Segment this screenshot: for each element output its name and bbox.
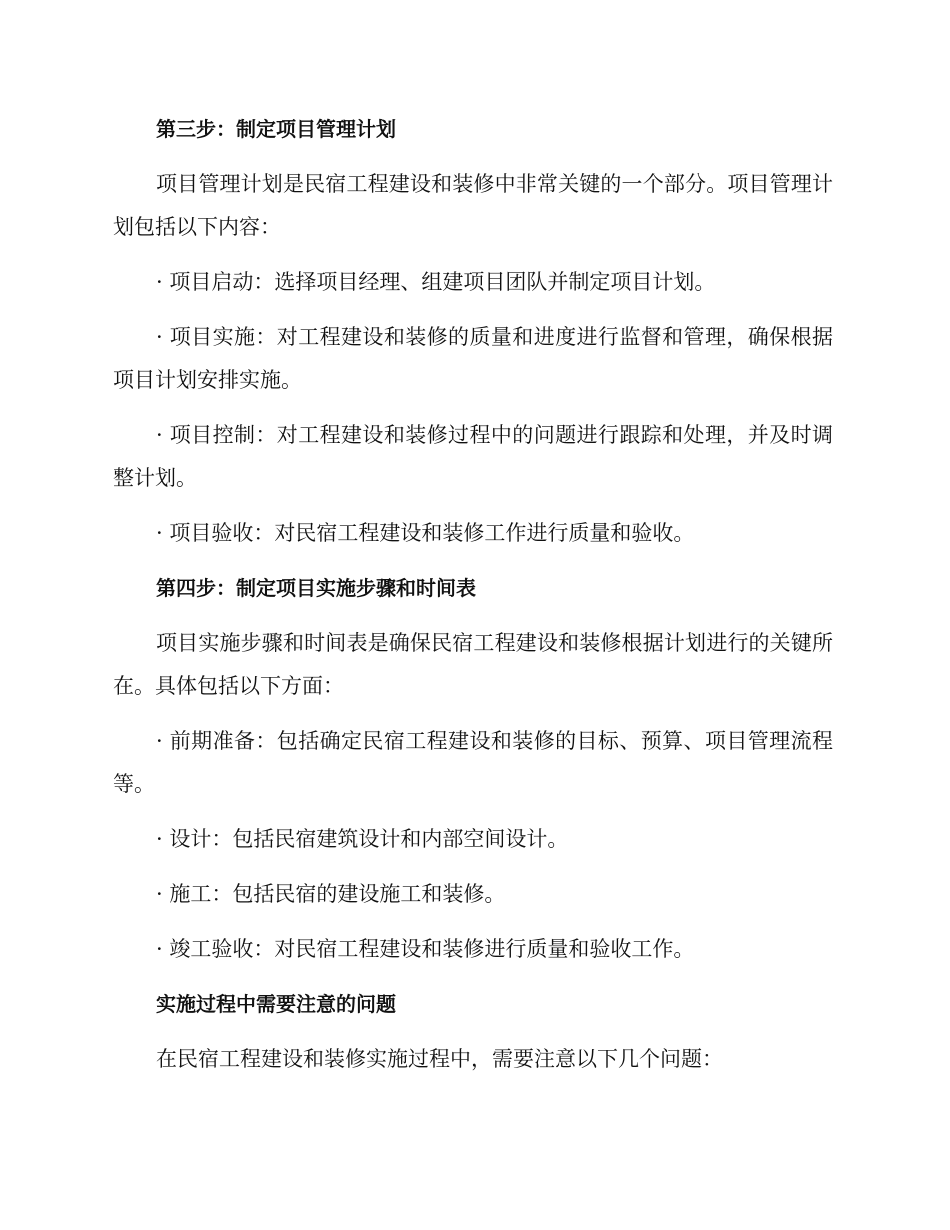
list-item: · 项目实施：对工程建设和装修的质量和进度进行监督和管理，确保根据项目计划安排实施。 (113, 325, 833, 392)
list-item: · 项目控制：对工程建设和装修过程中的问题进行跟踪和处理，并及时调整计划。 (113, 423, 833, 490)
list-item: · 设计：包括民宿建筑设计和内部空间设计。 (156, 827, 569, 851)
list-item: · 竣工验收：对民宿工程建设和装修进行质量和验收工作。 (156, 937, 695, 961)
list-item: · 前期准备：包括确定民宿工程建设和装修的目标、预算、项目管理流程等。 (113, 729, 833, 796)
list-item: · 项目验收：对民宿工程建设和装修工作进行质量和验收。 (156, 521, 695, 545)
document-body (113, 108, 833, 1093)
section-intro-issues: 在民宿工程建设和装修实施过程中，需要注意以下几个问题： (156, 1047, 723, 1071)
section-intro-step4: 项目实施步骤和时间表是确保民宿工程建设和装修根据计划进行的关键所在。具体包括以下方面： (113, 631, 833, 698)
list-item: · 施工：包括民宿的建设施工和装修。 (156, 882, 506, 906)
section-heading-issues: 实施过程中需要注意的问题 (156, 992, 396, 1016)
section-heading-step4: 第四步：制定项目实施步骤和时间表 (156, 576, 476, 600)
section-intro-step3: 项目管理计划是民宿工程建设和装修中非常关键的一个部分。项目管理计划包括以下内容： (113, 172, 833, 239)
section-heading-step3: 第三步：制定项目管理计划 (156, 117, 396, 141)
list-item: · 项目启动：选择项目经理、组建项目团队并制定项目计划。 (156, 270, 716, 294)
